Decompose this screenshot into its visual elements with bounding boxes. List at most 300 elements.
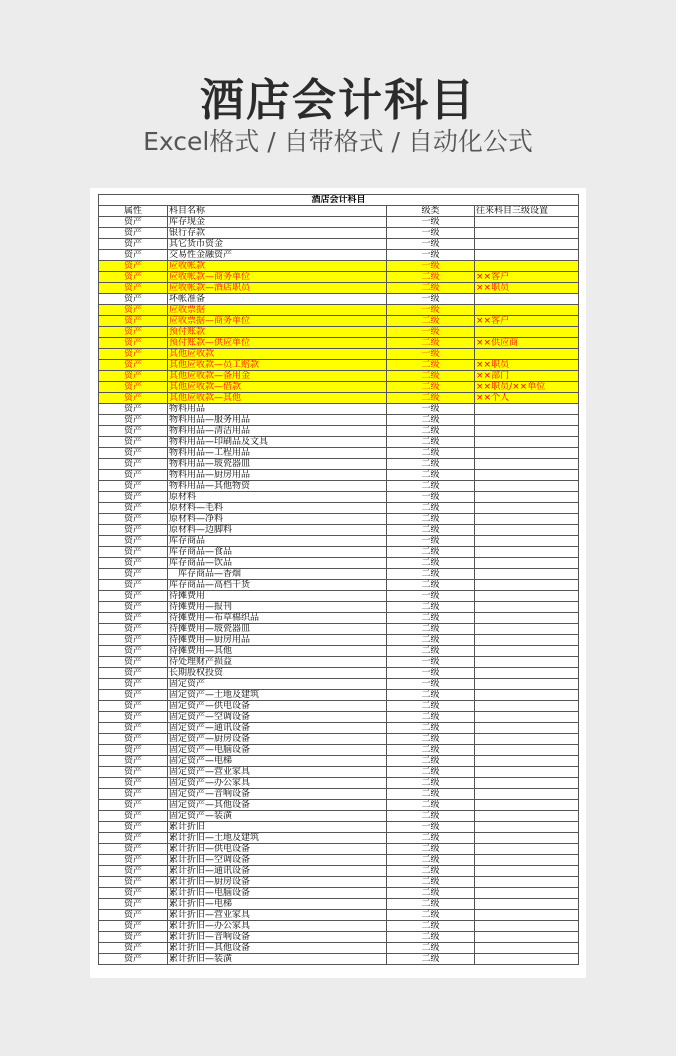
table-row xyxy=(99,701,579,712)
cell-account-name: 预付账款—供应单位 xyxy=(168,338,387,349)
cell-attr: 资产 xyxy=(99,800,168,811)
cell-sub-setting xyxy=(475,921,579,932)
cell-level: 一级 xyxy=(387,239,475,250)
cell-attr: 资产 xyxy=(99,272,168,283)
cell-sub-setting xyxy=(475,228,579,239)
cell-level: 二级 xyxy=(387,844,475,855)
cell-sub-setting xyxy=(475,712,579,723)
cell-account-name: 待摊费用 xyxy=(168,591,387,602)
table-row xyxy=(99,415,579,426)
cell-level: 二级 xyxy=(387,459,475,470)
cell-attr: 资产 xyxy=(99,778,168,789)
table-row xyxy=(99,800,579,811)
cell-attr: 资产 xyxy=(99,767,168,778)
cell-attr: 资产 xyxy=(99,723,168,734)
cell-account-name: 物料用品—清洁用品 xyxy=(168,426,387,437)
cell-level: 二级 xyxy=(387,514,475,525)
table-row xyxy=(99,536,579,547)
cell-account-name: 固定资产—通讯设备 xyxy=(168,723,387,734)
table-row xyxy=(99,690,579,701)
table-row xyxy=(99,657,579,668)
header-sub: 往来科目三级设置 xyxy=(475,206,579,217)
table-row xyxy=(99,338,579,349)
cell-level: 一级 xyxy=(387,250,475,261)
cell-account-name: 待摊费用—布草棉织品 xyxy=(168,613,387,624)
cell-sub-setting xyxy=(475,800,579,811)
cell-sub-setting xyxy=(475,525,579,536)
table-row xyxy=(99,778,579,789)
cell-level: 二级 xyxy=(387,503,475,514)
cell-level: 一级 xyxy=(387,591,475,602)
cell-level: 二级 xyxy=(387,558,475,569)
table-row xyxy=(99,745,579,756)
cell-sub-setting: ××职员/××单位 xyxy=(475,382,579,393)
cell-attr: 资产 xyxy=(99,316,168,327)
cell-sub-setting xyxy=(475,481,579,492)
cell-sub-setting xyxy=(475,580,579,591)
cell-level: 二级 xyxy=(387,283,475,294)
cell-attr: 资产 xyxy=(99,569,168,580)
cell-account-name: 原材料 xyxy=(168,492,387,503)
cell-attr: 资产 xyxy=(99,261,168,272)
cell-attr: 资产 xyxy=(99,327,168,338)
cell-sub-setting xyxy=(475,690,579,701)
table-row xyxy=(99,811,579,822)
cell-sub-setting xyxy=(475,701,579,712)
cell-level: 一级 xyxy=(387,305,475,316)
cell-account-name: 物料用品—其他物资 xyxy=(168,481,387,492)
cell-attr: 资产 xyxy=(99,943,168,954)
banner-title: 酒店会计科目 xyxy=(200,75,476,126)
cell-account-name: 待摊费用—报刊 xyxy=(168,602,387,613)
cell-sub-setting xyxy=(475,327,579,338)
cell-sub-setting xyxy=(475,723,579,734)
cell-level: 二级 xyxy=(387,613,475,624)
cell-account-name: 固定资产—供电设备 xyxy=(168,701,387,712)
table-row xyxy=(99,899,579,910)
cell-level: 一级 xyxy=(387,349,475,360)
cell-attr: 资产 xyxy=(99,338,168,349)
cell-sub-setting xyxy=(475,437,579,448)
table-row xyxy=(99,910,579,921)
cell-level: 二级 xyxy=(387,921,475,932)
cell-sub-setting xyxy=(475,492,579,503)
cell-sub-setting: ××客户 xyxy=(475,316,579,327)
cell-attr: 资产 xyxy=(99,855,168,866)
cell-level: 二级 xyxy=(387,569,475,580)
table-body xyxy=(99,217,579,965)
cell-level: 二级 xyxy=(387,866,475,877)
table-row xyxy=(99,261,579,272)
cell-level: 二级 xyxy=(387,954,475,965)
cell-account-name: 固定资产—厨房设备 xyxy=(168,734,387,745)
cell-attr: 资产 xyxy=(99,646,168,657)
table-row xyxy=(99,459,579,470)
accounts-table-wrapper xyxy=(98,194,578,965)
cell-sub-setting xyxy=(475,217,579,228)
cell-sub-setting xyxy=(475,855,579,866)
cell-attr: 资产 xyxy=(99,756,168,767)
cell-account-name: 累计折旧—办公家具 xyxy=(168,921,387,932)
table-row xyxy=(99,723,579,734)
cell-account-name: 待处理财产损益 xyxy=(168,657,387,668)
cell-sub-setting: ××部门 xyxy=(475,371,579,382)
cell-sub-setting xyxy=(475,888,579,899)
cell-account-name: 其它货币资金 xyxy=(168,239,387,250)
cell-level: 二级 xyxy=(387,833,475,844)
header-attr: 属性 xyxy=(99,206,168,217)
cell-attr: 资产 xyxy=(99,822,168,833)
cell-level: 一级 xyxy=(387,228,475,239)
cell-attr: 资产 xyxy=(99,294,168,305)
cell-account-name: 累计折旧—电脑设备 xyxy=(168,888,387,899)
cell-sub-setting xyxy=(475,657,579,668)
cell-sub-setting xyxy=(475,756,579,767)
cell-level: 二级 xyxy=(387,426,475,437)
cell-attr: 资产 xyxy=(99,558,168,569)
cell-sub-setting xyxy=(475,470,579,481)
cell-attr: 资产 xyxy=(99,602,168,613)
cell-sub-setting xyxy=(475,459,579,470)
table-row xyxy=(99,448,579,459)
cell-level: 二级 xyxy=(387,525,475,536)
cell-attr: 资产 xyxy=(99,657,168,668)
cell-account-name: 待摊费用—玻瓷器皿 xyxy=(168,624,387,635)
cell-level: 二级 xyxy=(387,932,475,943)
table-row xyxy=(99,514,579,525)
table-row xyxy=(99,525,579,536)
sheet-title-row xyxy=(99,195,579,206)
table-row xyxy=(99,228,579,239)
cell-account-name: 累计折旧—电梯 xyxy=(168,899,387,910)
cell-attr: 资产 xyxy=(99,228,168,239)
cell-sub-setting xyxy=(475,250,579,261)
cell-account-name: 待摊费用—其他 xyxy=(168,646,387,657)
cell-level: 二级 xyxy=(387,701,475,712)
sheet-title: 酒店会计科目 xyxy=(99,195,579,206)
cell-account-name: 累计折旧—空调设备 xyxy=(168,855,387,866)
cell-level: 二级 xyxy=(387,624,475,635)
banner-subtitle: Excel格式 / 自带格式 / 自动化公式 xyxy=(143,127,533,156)
cell-account-name: 累计折旧—装潢 xyxy=(168,954,387,965)
cell-account-name: 原材料—毛料 xyxy=(168,503,387,514)
cell-level: 二级 xyxy=(387,646,475,657)
cell-attr: 资产 xyxy=(99,547,168,558)
cell-sub-setting xyxy=(475,745,579,756)
cell-sub-setting xyxy=(475,349,579,360)
cell-attr: 资产 xyxy=(99,954,168,965)
header-level: 级类 xyxy=(387,206,475,217)
cell-account-name: 物料用品 xyxy=(168,404,387,415)
cell-account-name: 累计折旧—营业家具 xyxy=(168,910,387,921)
table-row xyxy=(99,283,579,294)
cell-attr: 资产 xyxy=(99,921,168,932)
table-row xyxy=(99,503,579,514)
cell-sub-setting xyxy=(475,602,579,613)
cell-sub-setting xyxy=(475,448,579,459)
table-row xyxy=(99,822,579,833)
cell-level: 一级 xyxy=(387,657,475,668)
cell-level: 一级 xyxy=(387,492,475,503)
cell-sub-setting xyxy=(475,239,579,250)
cell-attr: 资产 xyxy=(99,503,168,514)
cell-sub-setting xyxy=(475,646,579,657)
cell-attr: 资产 xyxy=(99,349,168,360)
table-row xyxy=(99,789,579,800)
cell-sub-setting: ××职员 xyxy=(475,360,579,371)
cell-attr: 资产 xyxy=(99,415,168,426)
cell-level: 二级 xyxy=(387,789,475,800)
cell-account-name: 物料用品—玻瓷器皿 xyxy=(168,459,387,470)
cell-attr: 资产 xyxy=(99,536,168,547)
cell-sub-setting xyxy=(475,569,579,580)
table-row xyxy=(99,712,579,723)
table-row xyxy=(99,481,579,492)
cell-attr: 资产 xyxy=(99,888,168,899)
cell-attr: 资产 xyxy=(99,635,168,646)
cell-attr: 资产 xyxy=(99,371,168,382)
cell-attr: 资产 xyxy=(99,701,168,712)
table-row xyxy=(99,833,579,844)
cell-account-name: 累计折旧—厨房设备 xyxy=(168,877,387,888)
cell-attr: 资产 xyxy=(99,811,168,822)
cell-account-name: 其他应收款—备用金 xyxy=(168,371,387,382)
cell-sub-setting xyxy=(475,415,579,426)
table-row xyxy=(99,327,579,338)
cell-sub-setting xyxy=(475,503,579,514)
table-row xyxy=(99,624,579,635)
cell-account-name: 库存商品 xyxy=(168,536,387,547)
cell-account-name: 银行存款 xyxy=(168,228,387,239)
cell-level: 二级 xyxy=(387,734,475,745)
cell-level: 二级 xyxy=(387,393,475,404)
cell-account-name: 原材料—净料 xyxy=(168,514,387,525)
cell-sub-setting xyxy=(475,613,579,624)
cell-account-name: 其他应收款—员工赔款 xyxy=(168,360,387,371)
header-name: 科目名称 xyxy=(168,206,387,217)
cell-level: 二级 xyxy=(387,899,475,910)
cell-account-name: 待摊费用—厨房用品 xyxy=(168,635,387,646)
cell-sub-setting xyxy=(475,514,579,525)
table-row xyxy=(99,602,579,613)
cell-account-name: 累计折旧—音响设备 xyxy=(168,932,387,943)
cell-sub-setting xyxy=(475,778,579,789)
cell-attr: 资产 xyxy=(99,448,168,459)
cell-account-name: 累计折旧—土地及建筑 xyxy=(168,833,387,844)
table-row xyxy=(99,943,579,954)
cell-level: 二级 xyxy=(387,547,475,558)
table-row xyxy=(99,492,579,503)
cell-level: 一级 xyxy=(387,536,475,547)
cell-sub-setting xyxy=(475,734,579,745)
cell-attr: 资产 xyxy=(99,239,168,250)
cell-attr: 资产 xyxy=(99,789,168,800)
accounts-table xyxy=(98,194,579,965)
cell-account-name: 累计折旧—通讯设备 xyxy=(168,866,387,877)
cell-attr: 资产 xyxy=(99,470,168,481)
table-row xyxy=(99,635,579,646)
cell-account-name: 累计折旧—其他设备 xyxy=(168,943,387,954)
cell-sub-setting xyxy=(475,624,579,635)
cell-level: 二级 xyxy=(387,580,475,591)
table-row xyxy=(99,360,579,371)
cell-level: 二级 xyxy=(387,800,475,811)
cell-level: 二级 xyxy=(387,811,475,822)
cell-level: 二级 xyxy=(387,272,475,283)
cell-level: 二级 xyxy=(387,712,475,723)
cell-attr: 资产 xyxy=(99,437,168,448)
cell-account-name: 固定资产—电梯 xyxy=(168,756,387,767)
cell-attr: 资产 xyxy=(99,492,168,503)
cell-attr: 资产 xyxy=(99,712,168,723)
cell-attr: 资产 xyxy=(99,745,168,756)
table-row xyxy=(99,921,579,932)
cell-attr: 资产 xyxy=(99,404,168,415)
table-row xyxy=(99,294,579,305)
cell-account-name: 固定资产—办公家具 xyxy=(168,778,387,789)
cell-account-name: 固定资产—装潢 xyxy=(168,811,387,822)
cell-account-name: 应收帐款 xyxy=(168,261,387,272)
cell-level: 一级 xyxy=(387,668,475,679)
table-row xyxy=(99,646,579,657)
cell-level: 二级 xyxy=(387,470,475,481)
cell-level: 一级 xyxy=(387,327,475,338)
table-row xyxy=(99,558,579,569)
cell-account-name: 物料用品—服务用品 xyxy=(168,415,387,426)
cell-level: 一级 xyxy=(387,217,475,228)
cell-attr: 资产 xyxy=(99,426,168,437)
cell-account-name: 库存商品—高档干货 xyxy=(168,580,387,591)
cell-attr: 资产 xyxy=(99,250,168,261)
cell-sub-setting xyxy=(475,547,579,558)
cell-sub-setting xyxy=(475,877,579,888)
table-row xyxy=(99,547,579,558)
cell-attr: 资产 xyxy=(99,844,168,855)
cell-level: 二级 xyxy=(387,635,475,646)
cell-account-name: 固定资产—电脑设备 xyxy=(168,745,387,756)
cell-attr: 资产 xyxy=(99,910,168,921)
cell-sub-setting xyxy=(475,833,579,844)
cell-account-name: 库存商品—香烟 xyxy=(168,569,387,580)
cell-account-name: 应收帐款—酒店职员 xyxy=(168,283,387,294)
cell-attr: 资产 xyxy=(99,734,168,745)
table-row xyxy=(99,305,579,316)
cell-level: 二级 xyxy=(387,690,475,701)
cell-account-name: 应收票据 xyxy=(168,305,387,316)
cell-account-name: 物料用品—厨房用品 xyxy=(168,470,387,481)
cell-attr: 资产 xyxy=(99,679,168,690)
cell-level: 一级 xyxy=(387,294,475,305)
cell-account-name: 其他应收款—借款 xyxy=(168,382,387,393)
cell-account-name: 应收帐款—商务单位 xyxy=(168,272,387,283)
table-row xyxy=(99,855,579,866)
cell-attr: 资产 xyxy=(99,217,168,228)
table-row xyxy=(99,668,579,679)
cell-attr: 资产 xyxy=(99,668,168,679)
table-row xyxy=(99,404,579,415)
cell-sub-setting xyxy=(475,635,579,646)
cell-level: 二级 xyxy=(387,437,475,448)
cell-attr: 资产 xyxy=(99,877,168,888)
cell-sub-setting xyxy=(475,899,579,910)
cell-account-name: 库存商品—饮品 xyxy=(168,558,387,569)
cell-level: 二级 xyxy=(387,745,475,756)
cell-sub-setting: ××供应商 xyxy=(475,338,579,349)
cell-attr: 资产 xyxy=(99,690,168,701)
cell-level: 二级 xyxy=(387,778,475,789)
cell-sub-setting: ××职员 xyxy=(475,283,579,294)
table-row xyxy=(99,734,579,745)
cell-level: 二级 xyxy=(387,316,475,327)
cell-sub-setting xyxy=(475,294,579,305)
cell-sub-setting xyxy=(475,932,579,943)
cell-level: 二级 xyxy=(387,723,475,734)
cell-level: 二级 xyxy=(387,382,475,393)
cell-level: 二级 xyxy=(387,910,475,921)
cell-sub-setting xyxy=(475,261,579,272)
cell-account-name: 库存商品—食品 xyxy=(168,547,387,558)
cell-sub-setting xyxy=(475,591,579,602)
cell-account-name: 物料用品—印刷品及文具 xyxy=(168,437,387,448)
cell-sub-setting xyxy=(475,789,579,800)
table-row xyxy=(99,217,579,228)
cell-sub-setting xyxy=(475,910,579,921)
cell-level: 二级 xyxy=(387,371,475,382)
cell-attr: 资产 xyxy=(99,481,168,492)
table-row xyxy=(99,888,579,899)
cell-attr: 资产 xyxy=(99,591,168,602)
cell-level: 二级 xyxy=(387,415,475,426)
cell-account-name: 原材料—边脚料 xyxy=(168,525,387,536)
cell-level: 二级 xyxy=(387,481,475,492)
cell-attr: 资产 xyxy=(99,459,168,470)
cell-attr: 资产 xyxy=(99,932,168,943)
cell-sub-setting xyxy=(475,305,579,316)
cell-level: 一级 xyxy=(387,404,475,415)
cell-account-name: 固定资产—音响设备 xyxy=(168,789,387,800)
cell-account-name: 预付账款 xyxy=(168,327,387,338)
cell-attr: 资产 xyxy=(99,360,168,371)
table-row xyxy=(99,569,579,580)
table-row xyxy=(99,349,579,360)
cell-level: 二级 xyxy=(387,602,475,613)
cell-sub-setting xyxy=(475,822,579,833)
cell-sub-setting xyxy=(475,866,579,877)
cell-sub-setting: ××客户 xyxy=(475,272,579,283)
cell-attr: 资产 xyxy=(99,899,168,910)
cell-attr: 资产 xyxy=(99,866,168,877)
cell-attr: 资产 xyxy=(99,624,168,635)
cell-attr: 资产 xyxy=(99,580,168,591)
cell-account-name: 坏帐准备 xyxy=(168,294,387,305)
table-row xyxy=(99,250,579,261)
table-row xyxy=(99,437,579,448)
cell-sub-setting xyxy=(475,558,579,569)
cell-sub-setting: ××个人 xyxy=(475,393,579,404)
cell-attr: 资产 xyxy=(99,283,168,294)
cell-level: 一级 xyxy=(387,679,475,690)
cell-account-name: 应收票据—商务单位 xyxy=(168,316,387,327)
cell-attr: 资产 xyxy=(99,393,168,404)
cell-sub-setting xyxy=(475,426,579,437)
table-row xyxy=(99,239,579,250)
cell-account-name: 累计折旧—供电设备 xyxy=(168,844,387,855)
cell-account-name: 长期股权投资 xyxy=(168,668,387,679)
table-row xyxy=(99,272,579,283)
cell-account-name: 固定资产—营业家具 xyxy=(168,767,387,778)
cell-level: 二级 xyxy=(387,448,475,459)
cell-attr: 资产 xyxy=(99,514,168,525)
